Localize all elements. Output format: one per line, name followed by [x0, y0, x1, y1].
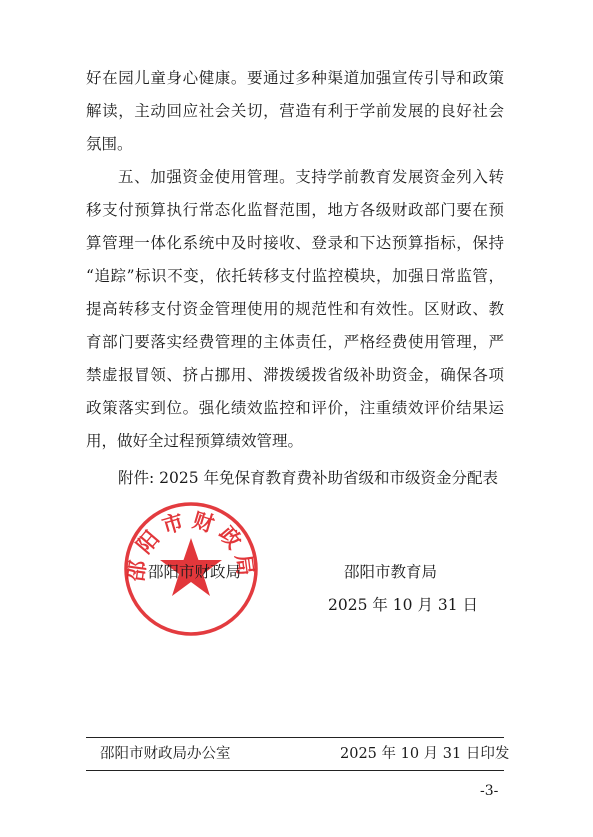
- body-line-4: 五、加强资金使用管理。支持学前教育发展资金列入转: [118, 168, 504, 186]
- signature-date: 2025 年 10 月 31 日: [328, 596, 479, 614]
- body-line-1: 好在园儿童身心健康。要通过多种渠道加强宣传引导和政策: [86, 69, 504, 87]
- footer-issue-date: 2025 年 10 月 31 日印发: [340, 746, 510, 762]
- body-line-3: 氛围。: [86, 135, 133, 153]
- seal-arc-text: 邵阳市财政局: [123, 507, 259, 583]
- body-line-9: 育部门要落实经费管理的主体责任，严格经费使用管理，严: [86, 333, 504, 351]
- body-line-12: 用，做好全过程预算绩效管理。: [86, 432, 304, 450]
- footer-top-rule: [86, 737, 504, 738]
- body-line-11: 政策落实到位。强化绩效监控和评价，注重绩效评价结果运: [86, 399, 504, 417]
- body-line-8: 提高转移支付资金管理使用的规范性和有效性。区财政、教: [86, 300, 504, 318]
- body-line-10: 禁虚报冒领、挤占挪用、滞拨缓拨省级补助资金，确保各项: [86, 366, 504, 384]
- body-line-2: 解读，主动回应社会关切，营造有利于学前发展的良好社会: [86, 102, 504, 120]
- signature-right-org: 邵阳市教育局: [344, 563, 438, 581]
- footer-office: 邵阳市财政局办公室: [100, 746, 231, 762]
- footer-bottom-rule: [86, 770, 504, 771]
- body-line-7: “追踪”标识不变，依托转移支付监控模块，加强日常监管，: [86, 267, 504, 285]
- attachment-note: 附件: 2025 年免保育教育费补助省级和市级资金分配表: [118, 469, 499, 487]
- page-number: -3-: [480, 783, 499, 799]
- body-line-5: 移支付预算执行常态化监督范围，地方各级财政部门要在预: [86, 201, 504, 219]
- body-line-6: 算管理一体化系统中及时接收、登录和下达预算指标，保持: [86, 234, 504, 252]
- signature-left-org: 邵阳市财政局: [148, 563, 242, 581]
